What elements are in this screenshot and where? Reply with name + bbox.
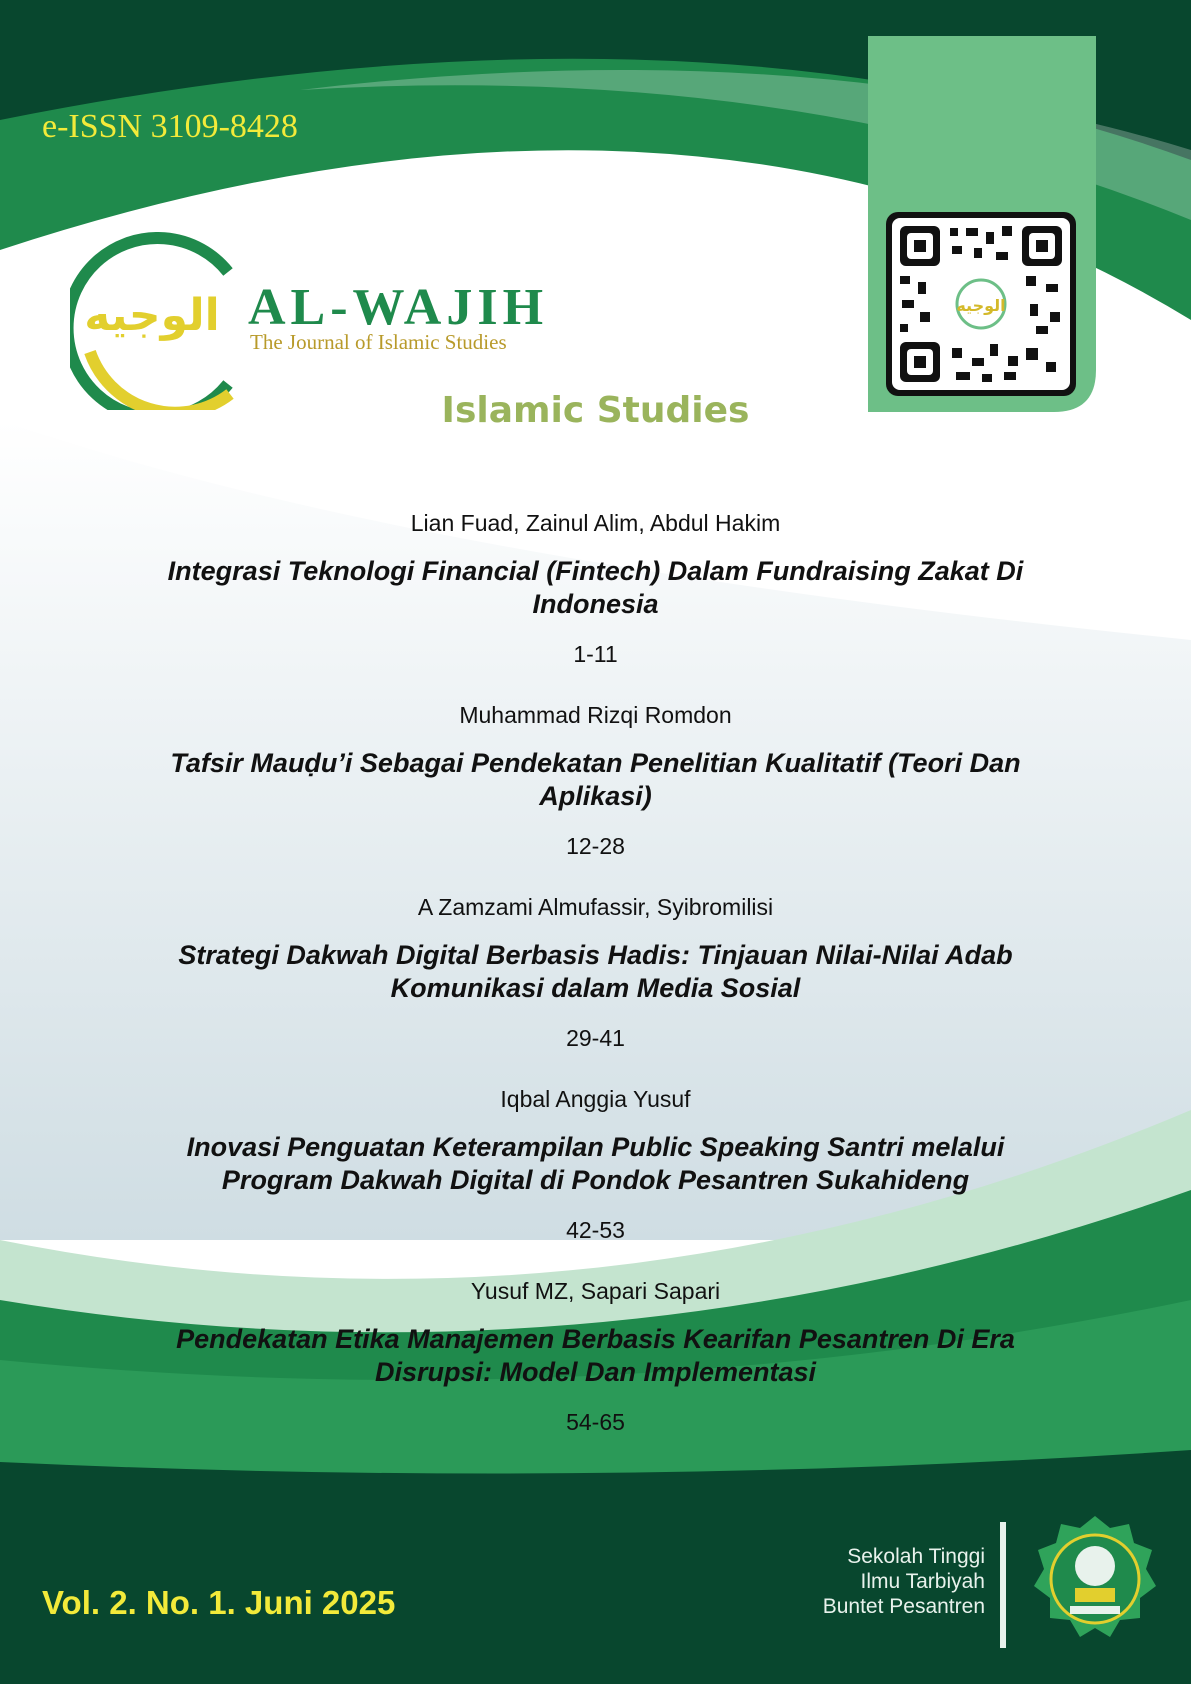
college-seal-icon: [1030, 1514, 1160, 1644]
college-line-3: Buntet Pesantren: [822, 1595, 985, 1618]
issn-label: e-ISSN 3109-8428: [42, 108, 298, 145]
volume-label: Vol. 2. No. 1. Juni 2025: [42, 1584, 396, 1621]
article-authors: Yusuf MZ, Sapari Sapari: [470, 1278, 721, 1304]
article-title: Inovasi Penguatan Keterampilan Public Speaking Santri melalui Program Dakwah Digital di Pondok Pesantren Sukahideng: [186, 1132, 1005, 1195]
footer-divider: [1000, 1522, 1006, 1648]
article-title: Strategi Dakwah Digital Berbasis Hadis: Tinjauan Nilai-Nilai Adab Komunikasi dalam Media Sosial: [178, 940, 1013, 1003]
article-pages: 12-28: [566, 833, 625, 859]
article-title: Pendekatan Etika Manajemen Berbasis Kearifan Pesantren Di Era Disrupsi: Model Dan Implementasi: [176, 1324, 1015, 1387]
article-item: [130, 1086, 1061, 1244]
article-authors: Lian Fuad, Zainul Alim, Abdul Hakim: [410, 510, 781, 536]
qr-logo-text: الوجيه: [956, 296, 1006, 315]
article-pages: 54-65: [566, 1409, 625, 1435]
article-title: Integrasi Teknologi Financial (Fintech) Dalam Fundraising Zakat Di Indonesia: [167, 556, 1024, 619]
article-item: [130, 894, 1061, 1052]
article-item: [130, 702, 1061, 860]
article-list: [130, 510, 1061, 1470]
logo-title: AL-WAJIH: [248, 279, 549, 336]
article-item: [130, 510, 1061, 668]
college-line-1: Sekolah Tinggi: [847, 1545, 985, 1568]
article-authors: Iqbal Anggia Yusuf: [500, 1086, 691, 1112]
qr-code-icon: [886, 212, 1076, 396]
logo-arabic: الوجيه: [84, 290, 220, 341]
article-item: [130, 1278, 1061, 1436]
article-pages: 1-11: [573, 641, 618, 667]
article-pages: 29-41: [566, 1025, 625, 1051]
section-title: Islamic Studies: [441, 390, 750, 431]
college-line-2: Ilmu Tarbiyah: [860, 1570, 985, 1593]
college-name: [780, 1544, 985, 1619]
article-authors: A Zamzami Almufassir, Syibromilisi: [417, 894, 774, 920]
article-title: Tafsir Mauḍu’i Sebagai Pendekatan Penelitian Kualitatif (Teori Dan Aplikasi): [170, 748, 1021, 811]
article-pages: 42-53: [566, 1217, 625, 1243]
article-authors: Muhammad Rizqi Romdon: [459, 702, 732, 728]
logo-subtitle: The Journal of Islamic Studies: [250, 330, 507, 354]
